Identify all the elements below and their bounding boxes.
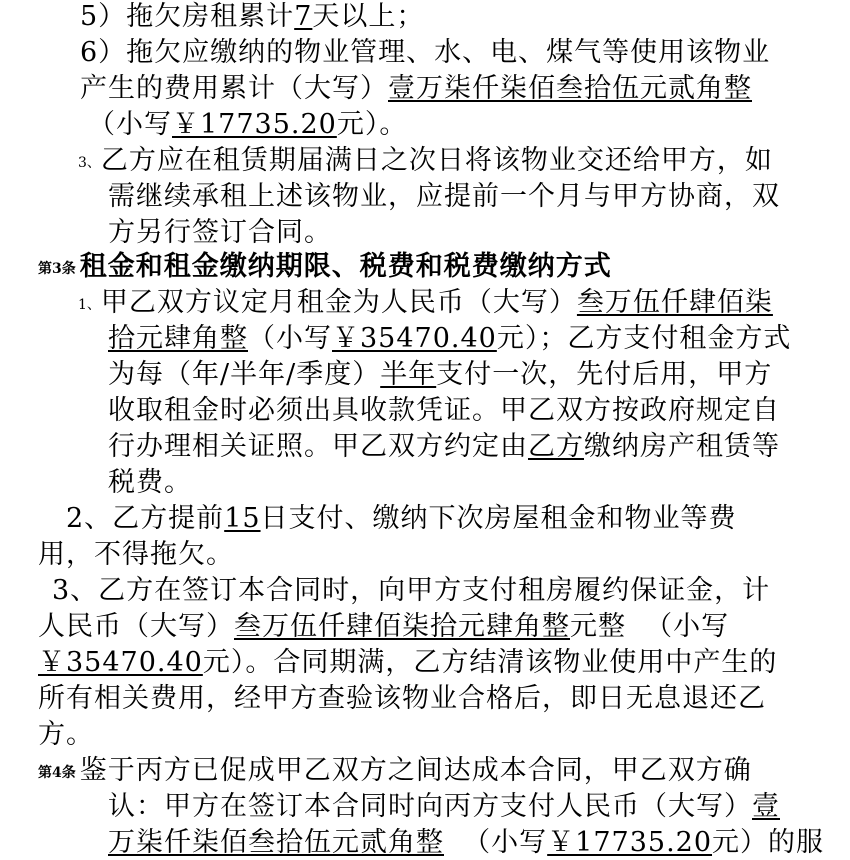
clause-text: 甲乙双方议定月租金为人民币（大写） — [100, 287, 577, 318]
clause-text: 日支付、缴纳下次房屋租金和物业等费 — [260, 503, 737, 534]
article-label: 第3条 — [38, 261, 76, 277]
rent-numeric: ￥35470.40 — [332, 323, 497, 354]
item6-text: 元）。 — [336, 109, 408, 140]
article3-item1-line5 — [108, 430, 780, 464]
clause-text: 人民币（大写） — [38, 611, 234, 642]
item6-text: 6）拖欠应缴纳的物业管理、水、电、煤气等使用该物业 — [80, 37, 771, 68]
item5-line — [80, 0, 424, 34]
article3-item1-line6 — [108, 466, 192, 500]
article3-item1-line2 — [108, 322, 791, 356]
amount-capitalized: 壹万柒仟柒佰叁拾伍元贰角整 — [388, 73, 752, 104]
clause-text: 元）。合同期满，乙方结清该物业使用中产生的 — [202, 647, 778, 678]
article-title: 租金和租金缴纳期限、税费和税费缴纳方式 — [79, 251, 612, 282]
payment-period: 半年 — [380, 359, 437, 390]
clause-text: （小写 — [444, 827, 548, 858]
amount-numeric: ￥17735.20 — [172, 109, 337, 140]
fee-capitalized: 万柒仟柒佰叁拾伍元贰角整 — [108, 827, 444, 858]
clause-text: 鉴于丙方已促成甲乙双方之间达成本合同，甲乙双方确 — [79, 755, 752, 786]
article3-item1-line3 — [108, 358, 772, 392]
item-number: 1、 — [78, 297, 101, 313]
clause-text: 2、乙方提前 — [66, 503, 225, 534]
clause-text: 乙方应在租赁期届满日之次日将该物业交还给甲方，如 — [100, 145, 773, 176]
article-label: 第4条 — [38, 765, 76, 781]
item6-text: 产生的费用累计（大写） — [80, 73, 388, 104]
clause-text: 需继续承租上述该物业，应提前一个月与甲方协商，双 — [108, 181, 780, 212]
article3-item1-line4 — [108, 394, 780, 428]
article3-item3-line2 — [38, 610, 729, 644]
clause-text: 支付一次，先付后用，甲方 — [436, 359, 773, 390]
article3-item3-line5 — [38, 718, 94, 752]
article3-item3-line1 — [52, 574, 770, 608]
overdue-days-value: 7 — [294, 1, 313, 32]
clause-text: 为每（年/半年/季度） — [108, 359, 381, 390]
article3-item3-line4 — [38, 682, 766, 716]
clause-text: 收取租金时必须出具收款凭证。甲乙双方按政府规定自 — [108, 395, 780, 426]
item-number: 3、 — [78, 155, 101, 171]
article4-line2 — [108, 790, 780, 824]
item5-suffix: 天以上； — [312, 1, 425, 32]
article3-item2-line1 — [66, 502, 737, 536]
item6-text: （小写 — [88, 109, 172, 140]
clause-text: 3、乙方在签订本合同时，向甲方支付租房履约保证金，计 — [52, 575, 771, 606]
clause-text: （小写 — [248, 323, 332, 354]
advance-days: 15 — [224, 503, 261, 534]
clause2-item3-line2 — [108, 180, 780, 214]
article4-line1 — [38, 754, 752, 790]
rent-capitalized: 叁万伍仟肆佰柒 — [576, 287, 773, 318]
item6-line1 — [80, 36, 770, 70]
item6-line2 — [80, 72, 752, 106]
article4-line3 — [108, 826, 824, 860]
clause-text: 元）的服 — [712, 827, 825, 858]
rent-capitalized: 拾元肆角整 — [108, 323, 248, 354]
clause-text: 方另行签订合同。 — [108, 217, 332, 248]
fee-capitalized: 壹 — [752, 791, 780, 822]
clause2-item3-line3 — [108, 216, 332, 250]
clause-text: 行办理相关证照。甲乙双方约定由 — [108, 431, 528, 462]
clause2-item3-line1 — [78, 144, 773, 180]
clause-text: 元整 （小写 — [570, 611, 730, 642]
article3-item1-line1 — [78, 286, 773, 322]
clause-text: 方。 — [38, 719, 94, 750]
item5-text: 5）拖欠房租累计 — [80, 1, 295, 32]
deposit-numeric: ￥35470.40 — [38, 647, 203, 678]
clause-text: 元）；乙方支付租金方式 — [496, 323, 792, 354]
clause-text: 税费。 — [108, 467, 192, 498]
tax-payer: 乙方 — [528, 431, 584, 462]
clause-text: 认：甲方在签订本合同时向丙方支付人民币（大写） — [108, 791, 752, 822]
clause-text: 缴纳房产租赁等 — [584, 431, 780, 462]
clause-text: 所有相关费用，经甲方查验该物业合格后，即日无息退还乙 — [38, 683, 766, 714]
article3-item3-line3 — [38, 646, 777, 680]
clause-text: 用，不得拖欠。 — [38, 539, 234, 570]
article3-item2-line2 — [38, 538, 234, 572]
deposit-capitalized: 叁万伍仟肆佰柒拾元肆角整 — [234, 611, 570, 642]
article3-heading — [38, 250, 612, 286]
item6-line3 — [88, 108, 407, 142]
fee-numeric: ￥17735.20 — [547, 827, 713, 858]
